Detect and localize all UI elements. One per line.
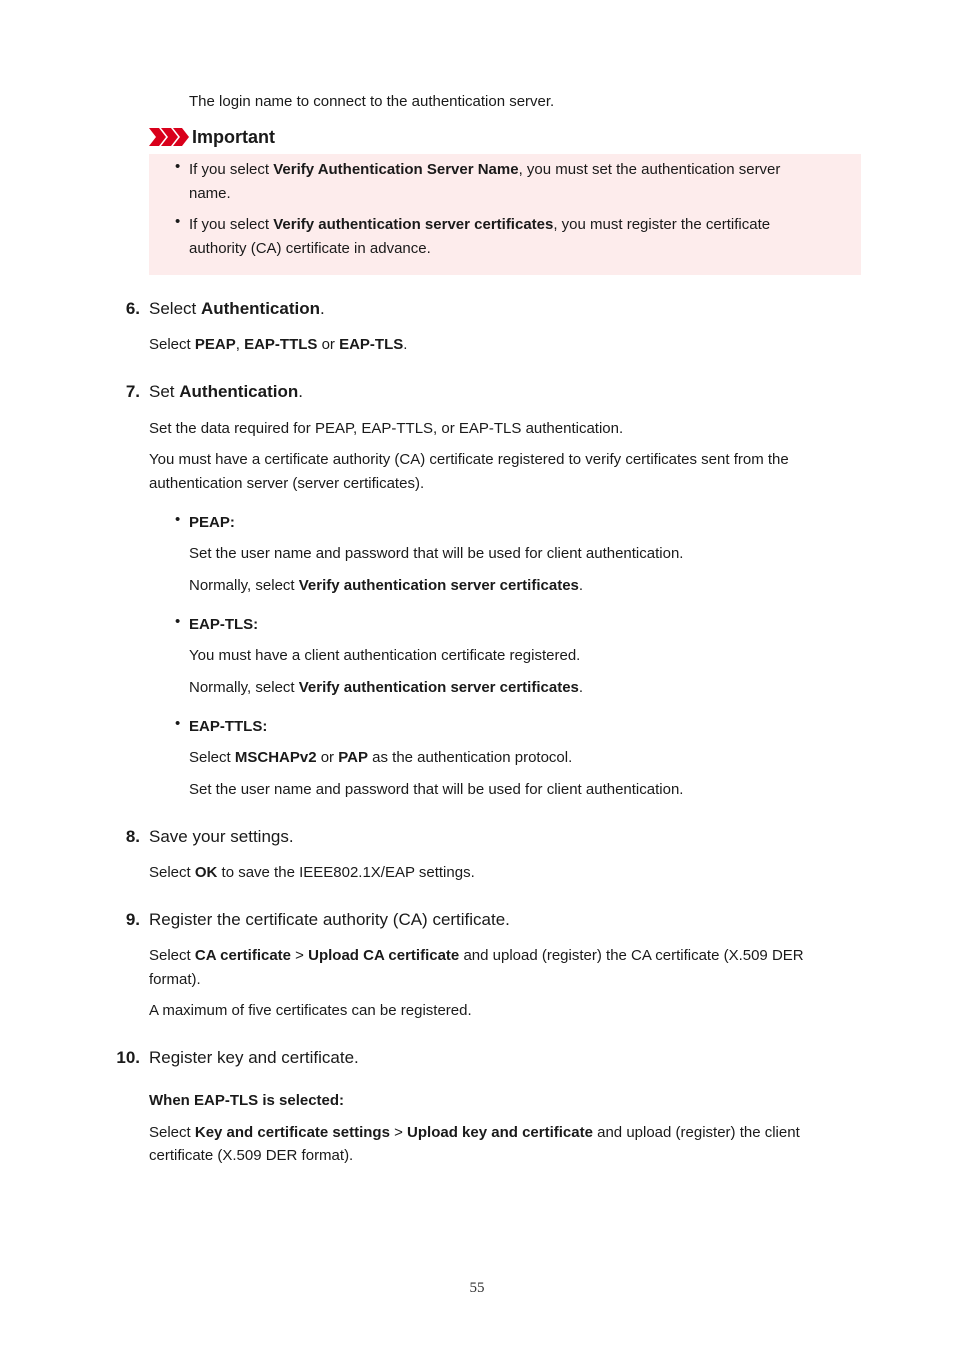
step-7-title: Set Authentication.	[149, 382, 303, 401]
bullet-dot: •	[175, 715, 181, 732]
step-9-line-1: Select CA certificate > Upload CA certificate and upload (register) the CA certificate (X.509 DER	[149, 947, 804, 964]
bullet-dot: •	[175, 158, 181, 175]
eapttls-line-2: Set the user name and password that will be used for client authentication.	[189, 781, 684, 798]
step-10-subheading: When EAP-TLS is selected:	[149, 1092, 345, 1109]
step-8-title: Save your settings.	[149, 827, 294, 846]
important-item-1: If you select Verify Authentication Server Name, you must set the authentication server	[189, 161, 781, 178]
important-item-2: If you select Verify authentication server certificates, you must register the certificate	[189, 216, 771, 233]
page-number: 55	[469, 1280, 485, 1296]
step-10-title: Register key and certificate.	[149, 1048, 359, 1067]
step-9-title: Register the certificate authority (CA) certificate.	[149, 910, 510, 929]
step-8-line: Select OK to save the IEEE802.1X/EAP settings.	[149, 864, 475, 881]
step-7-p1: Set the data required for PEAP, EAP-TTLS, or EAP-TLS authentication.	[149, 420, 624, 437]
step-10-number: 10.	[116, 1048, 140, 1067]
step-9-line-2: A maximum of five certificates can be registered.	[149, 1002, 472, 1019]
eaptls-line-1: You must have a client authentication certificate registered.	[189, 647, 581, 664]
peap-label: PEAP:	[189, 514, 235, 531]
step-6-line: Select PEAP, EAP-TTLS or EAP-TLS.	[149, 336, 408, 353]
important-item-1-line2: name.	[189, 185, 231, 202]
eaptls-label: EAP-TLS:	[189, 616, 259, 633]
eapttls-label: EAP-TTLS:	[189, 718, 268, 735]
step-7-p2a: You must have a certificate authority (CA) certificate registered to verify certificates sent from the	[149, 451, 789, 468]
eaptls-line-2: Normally, select Verify authentication server certificates.	[189, 679, 584, 696]
step-7-p2b: authentication server (server certificates).	[149, 475, 425, 492]
step-7-number: 7.	[125, 382, 140, 401]
bullet-dot: •	[175, 511, 181, 528]
important-title: Important	[192, 127, 275, 147]
step-9-number: 9.	[125, 910, 140, 929]
intro-line: The login name to connect to the authentication server.	[189, 93, 555, 110]
bullet-dot: •	[175, 213, 181, 230]
important-icon	[149, 128, 189, 146]
step-8-number: 8.	[125, 827, 140, 846]
peap-line-2: Normally, select Verify authentication server certificates.	[189, 577, 584, 594]
step-6-title: Select Authentication.	[149, 299, 325, 318]
step-6-number: 6.	[125, 299, 140, 318]
step-10-line-1b: certificate (X.509 DER format).	[149, 1147, 354, 1164]
eapttls-line-1: Select MSCHAPv2 or PAP as the authentication protocol.	[189, 749, 573, 766]
step-10-line-1: Select Key and certificate settings > Upload key and certificate and upload (register) the client	[149, 1124, 800, 1141]
bullet-dot: •	[175, 613, 181, 630]
step-9-line-1b: format).	[149, 971, 201, 988]
peap-line-1: Set the user name and password that will be used for client authentication.	[189, 545, 684, 562]
important-item-2-line2: authority (CA) certificate in advance.	[189, 240, 431, 257]
